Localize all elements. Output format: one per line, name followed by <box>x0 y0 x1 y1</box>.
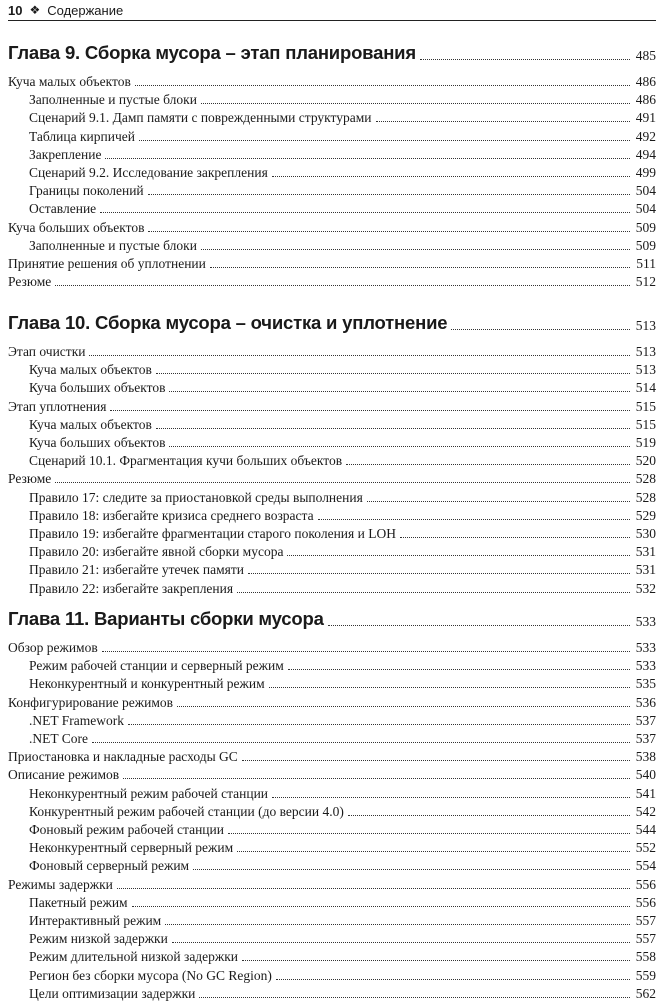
toc-subsection-entry[interactable] <box>8 451 656 469</box>
entry-title: Правило 20: избегайте явной сборки мусора <box>29 544 284 560</box>
entry-title: Пакетный режим <box>29 894 128 910</box>
dot-leader <box>169 391 629 392</box>
toc-subsection-entry[interactable] <box>8 542 656 560</box>
dot-leader <box>272 797 630 798</box>
entry-page: 540 <box>635 767 656 783</box>
chapter-heading[interactable] <box>8 310 656 334</box>
dot-leader <box>139 140 630 141</box>
dot-leader <box>102 651 630 652</box>
entry-page: 499 <box>635 165 656 180</box>
dot-leader <box>210 267 630 268</box>
entry-title: .NET Framework <box>29 712 124 728</box>
dot-leader <box>451 329 629 330</box>
entry-page: 513 <box>635 344 656 359</box>
entry-page: 536 <box>635 694 656 710</box>
entry-title: Неконкурентный и конкурентный режим <box>29 676 265 692</box>
toc-subsection-entry[interactable] <box>8 488 656 506</box>
dot-leader <box>92 742 630 743</box>
toc-subsection-entry[interactable] <box>8 729 656 747</box>
toc-subsection-entry[interactable] <box>8 579 656 597</box>
entry-page: 556 <box>635 894 656 910</box>
entry-title: Куча малых объектов <box>29 362 152 378</box>
entry-page: 513 <box>635 362 656 378</box>
toc-subsection-entry[interactable] <box>8 360 656 378</box>
chapter-heading[interactable] <box>8 40 656 64</box>
entry-title: Этап очистки <box>8 344 86 359</box>
dot-leader <box>148 194 630 195</box>
entry-page: 557 <box>635 931 656 947</box>
entry-page: 504 <box>635 201 656 217</box>
entry-title: Таблица кирпичей <box>29 128 135 144</box>
toc-subsection-entry[interactable] <box>8 560 656 578</box>
entry-title: Правило 22: избегайте закрепления <box>29 580 234 596</box>
toc-subsection-entry[interactable] <box>8 711 656 729</box>
entry-page: 494 <box>635 146 656 162</box>
dot-leader <box>117 888 630 889</box>
toc-subsection-entry[interactable] <box>8 506 656 524</box>
entry-title: Куча малых объектов <box>29 416 152 432</box>
toc-subsection-entry[interactable] <box>8 802 656 820</box>
chapter-title: Глава 11. Варианты сборки мусора <box>8 608 324 629</box>
entry-page: 537 <box>635 731 656 746</box>
entry-title: Конфигурирование режимов <box>8 694 174 710</box>
dot-leader <box>89 355 629 356</box>
entry-title: Закрепление <box>29 146 102 162</box>
ornament-icon: ❖ <box>29 3 41 17</box>
toc-page <box>8 0 656 1000</box>
dot-leader <box>135 85 630 86</box>
chapter-page: 513 <box>635 318 656 333</box>
toc-subsection-entry[interactable] <box>8 378 656 396</box>
toc-subsection-entry[interactable] <box>8 893 656 911</box>
toc-section-entry[interactable] <box>8 397 656 415</box>
toc-subsection-entry[interactable] <box>8 784 656 802</box>
chapter-title: Глава 9. Сборка мусора – этап планирования <box>8 42 416 63</box>
entry-title: Куча малых объектов <box>8 74 131 89</box>
entry-page: 529 <box>635 507 656 523</box>
dot-leader <box>105 158 629 159</box>
entry-page: 514 <box>635 380 656 396</box>
dot-leader <box>248 573 630 574</box>
toc-section-entry[interactable] <box>8 254 656 272</box>
dot-leader <box>237 851 630 852</box>
entry-page: 491 <box>635 110 656 126</box>
entry-page: 486 <box>635 92 656 108</box>
toc-subsection-entry[interactable] <box>8 415 656 433</box>
dot-leader <box>288 669 630 670</box>
dot-leader <box>237 592 630 593</box>
entry-page: 533 <box>635 640 656 655</box>
toc-subsection-entry[interactable] <box>8 820 656 838</box>
toc-section-entry[interactable] <box>8 875 656 893</box>
entry-page: 535 <box>635 676 656 692</box>
dot-leader <box>110 410 629 411</box>
entry-page: 531 <box>635 544 656 560</box>
entry-page: 492 <box>635 128 656 144</box>
entry-page: 542 <box>635 803 656 819</box>
entry-title: Описание режимов <box>8 767 120 783</box>
toc-subsection-entry[interactable] <box>8 984 656 1002</box>
running-head <box>8 0 656 21</box>
entry-page: 556 <box>635 876 656 892</box>
dot-leader <box>269 687 630 688</box>
entry-page: 544 <box>635 822 656 837</box>
entry-title: Режим длительной низкой задержки <box>29 949 239 965</box>
entry-page: 509 <box>635 237 656 253</box>
dot-leader <box>132 906 630 907</box>
dot-leader <box>201 249 630 250</box>
chapter-title: Глава 10. Сборка мусора – очистка и уплотнение <box>8 312 448 333</box>
entry-title: Резюме <box>8 274 52 290</box>
dot-leader <box>242 960 630 961</box>
dot-leader <box>123 778 630 779</box>
chapter-heading[interactable] <box>8 606 656 630</box>
entry-page: 520 <box>635 453 656 469</box>
entry-page: 562 <box>635 985 656 1001</box>
entry-title: Куча больших объектов <box>29 435 166 450</box>
entry-page: 537 <box>635 712 656 728</box>
dot-leader <box>242 760 630 761</box>
dot-leader <box>272 176 630 177</box>
toc-subsection-entry[interactable] <box>8 929 656 947</box>
toc-subsection-entry[interactable] <box>8 199 656 217</box>
entry-title: Правило 17: следите за приостановкой среды выполнения <box>29 489 363 505</box>
entry-page: 486 <box>635 74 656 89</box>
toc-subsection-entry[interactable] <box>8 236 656 254</box>
entry-page: 552 <box>635 840 656 856</box>
toc-subsection-entry[interactable] <box>8 181 656 199</box>
toc-subsection-entry[interactable] <box>8 966 656 984</box>
dot-leader <box>400 537 630 538</box>
dot-leader <box>169 446 629 447</box>
dot-leader <box>328 625 630 626</box>
entry-title: Режим низкой задержки <box>29 931 168 947</box>
toc-section-entry[interactable] <box>8 218 656 236</box>
entry-page: 530 <box>635 526 656 541</box>
dot-leader <box>172 942 630 943</box>
entry-title: Интерактивный режим <box>29 913 162 928</box>
entry-page: 528 <box>635 471 656 487</box>
toc-subsection-entry[interactable] <box>8 108 656 126</box>
dot-leader <box>199 997 629 998</box>
entry-title: Фоновый режим рабочей станции <box>29 822 224 837</box>
dot-leader <box>193 869 630 870</box>
toc-subsection-entry[interactable] <box>8 911 656 929</box>
dot-leader <box>228 833 630 834</box>
entry-page: 519 <box>635 435 656 450</box>
entry-page: 515 <box>635 416 656 432</box>
entry-title: Заполненные и пустые блоки <box>29 92 197 108</box>
dot-leader <box>128 724 630 725</box>
entry-title: Режимы задержки <box>8 876 113 892</box>
toc-section-entry[interactable] <box>8 693 656 711</box>
entry-title: Цели оптимизации задержки <box>29 985 196 1001</box>
entry-title: Куча больших объектов <box>8 219 145 235</box>
entry-title: Сценарий 9.1. Дамп памяти с поврежденными структурами <box>29 110 372 126</box>
entry-title: Фоновый серверный режим <box>29 858 190 874</box>
entry-page: 531 <box>635 562 656 578</box>
toc-subsection-entry[interactable] <box>8 838 656 856</box>
entry-title: Оставление <box>29 201 97 217</box>
dot-leader <box>177 706 630 707</box>
toc-subsection-entry[interactable] <box>8 656 656 674</box>
entry-title: Правило 21: избегайте утечек памяти <box>29 562 244 578</box>
dot-leader <box>346 464 630 465</box>
dot-leader <box>55 285 629 286</box>
entry-page: 512 <box>635 274 656 290</box>
entry-title: Неконкурентный режим рабочей станции <box>29 785 269 801</box>
entry-title: Принятие решения об уплотнении <box>8 256 206 271</box>
entry-page: 528 <box>635 489 656 505</box>
entry-title: Приостановка и накладные расходы GC <box>8 749 238 765</box>
entry-page: 511 <box>636 256 656 271</box>
entry-page: 515 <box>635 398 656 414</box>
dot-leader <box>148 231 629 232</box>
dot-leader <box>100 212 630 213</box>
toc-subsection-entry[interactable] <box>8 524 656 542</box>
toc-section-entry[interactable] <box>8 469 656 487</box>
dot-leader <box>420 59 630 60</box>
entry-page: 533 <box>635 658 656 674</box>
toc-subsection-entry[interactable] <box>8 163 656 181</box>
entry-title: Правило 18: избегайте кризиса среднего возраста <box>29 507 314 523</box>
toc-subsection-entry[interactable] <box>8 433 656 451</box>
entry-page: 532 <box>635 580 656 596</box>
toc-subsection-entry[interactable] <box>8 674 656 692</box>
dot-leader <box>156 428 630 429</box>
entry-page: 504 <box>635 183 656 199</box>
entry-title: Резюме <box>8 471 52 487</box>
entry-title: Неконкурентный серверный режим <box>29 840 234 856</box>
dot-leader <box>276 979 630 980</box>
toc-section-entry[interactable] <box>8 747 656 765</box>
toc-section-entry[interactable] <box>8 272 656 290</box>
toc-subsection-entry[interactable] <box>8 947 656 965</box>
entry-title: Обзор режимов <box>8 640 98 655</box>
entry-title: Режим рабочей станции и серверный режим <box>29 658 284 674</box>
dot-leader <box>201 103 630 104</box>
toc-subsection-entry[interactable] <box>8 90 656 108</box>
dot-leader <box>348 815 630 816</box>
dot-leader <box>376 121 630 122</box>
dot-leader <box>367 501 630 502</box>
entry-page: 558 <box>635 949 656 965</box>
entry-title: Заполненные и пустые блоки <box>29 237 197 253</box>
toc-subsection-entry[interactable] <box>8 856 656 874</box>
toc-subsection-entry[interactable] <box>8 145 656 163</box>
entry-title: Сценарий 9.2. Исследование закрепления <box>29 165 268 180</box>
entry-title: .NET Core <box>29 731 88 746</box>
toc-section-entry[interactable] <box>8 72 656 90</box>
entry-title: Куча больших объектов <box>29 380 166 396</box>
entry-title: Этап уплотнения <box>8 398 107 414</box>
toc-section-entry[interactable] <box>8 765 656 783</box>
chapter-page: 533 <box>635 614 656 629</box>
entry-title: Границы поколений <box>29 183 144 199</box>
running-head-title: Содержание <box>47 2 124 18</box>
dot-leader <box>156 373 630 374</box>
entry-page: 554 <box>635 858 656 874</box>
dot-leader <box>318 519 630 520</box>
entry-page: 557 <box>635 913 656 928</box>
entry-page: 541 <box>635 785 656 801</box>
entry-title: Конкурентный режим рабочей станции (до версии 4.0) <box>29 803 344 819</box>
dot-leader <box>287 555 629 556</box>
entry-page: 559 <box>635 967 656 983</box>
dot-leader <box>55 482 629 483</box>
entry-page: 538 <box>635 749 656 765</box>
dot-leader <box>165 924 630 925</box>
entry-title: Регион без сборки мусора (No GC Region) <box>29 967 272 983</box>
toc-subsection-entry[interactable] <box>8 127 656 145</box>
toc-section-entry[interactable] <box>8 342 656 360</box>
entry-title: Правило 19: избегайте фрагментации старого поколения и LOH <box>29 526 396 541</box>
page-number: 10 <box>8 2 23 18</box>
entry-title: Сценарий 10.1. Фрагментация кучи больших объектов <box>29 453 343 469</box>
entry-page: 509 <box>635 219 656 235</box>
toc-section-entry[interactable] <box>8 638 656 656</box>
chapter-page: 485 <box>635 48 656 63</box>
